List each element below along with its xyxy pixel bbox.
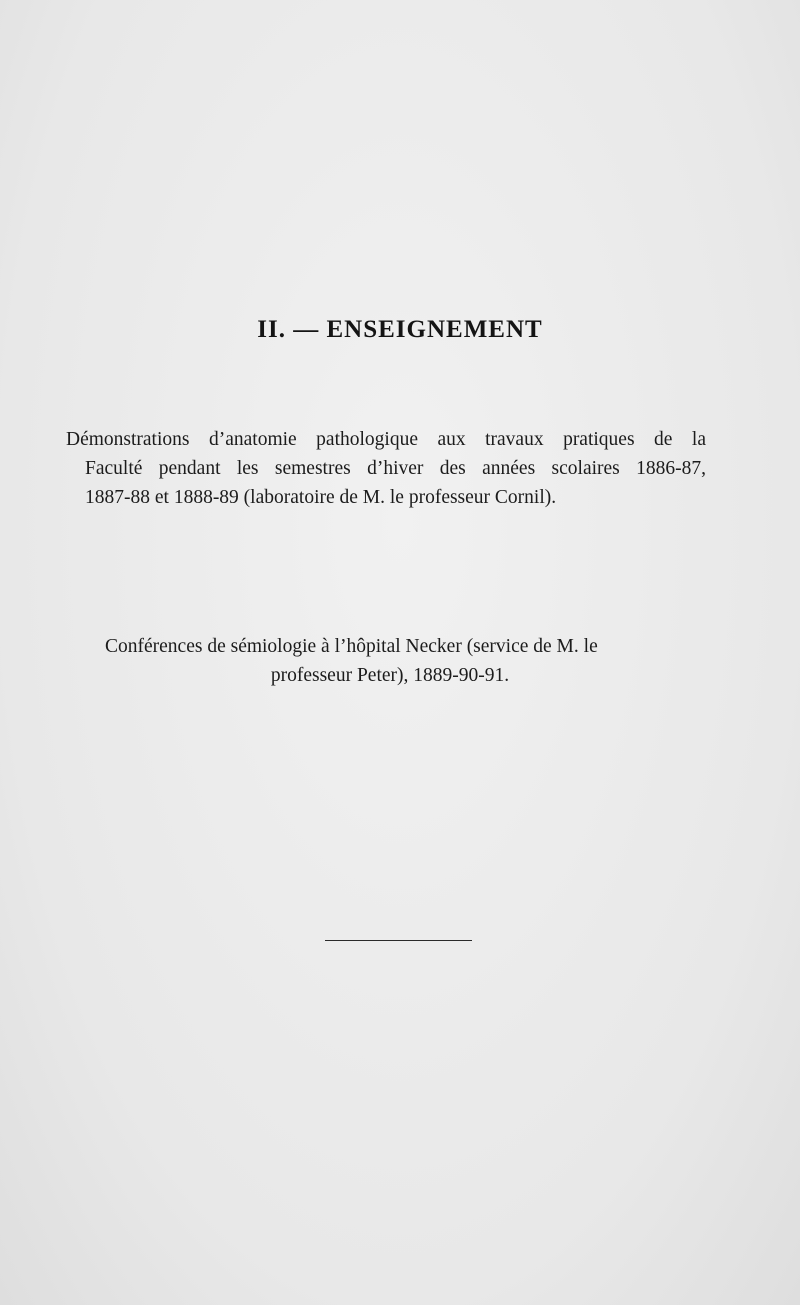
paragraph-line: 1887-88 et 1888-89 (laboratoire de M. le professeur Cornil). — [85, 487, 557, 508]
paragraph-line: Conférences de sémiologie à l’hôpital Necker (service de M. le — [105, 636, 598, 657]
show-through-text — [190, 210, 197, 240]
paragraph-line: Faculté pendant les semestres d’hiver des années scolaires 1886-87, — [85, 458, 706, 479]
teaching-paragraph-semiology — [100, 632, 680, 690]
paragraph-line: professeur Peter), 1889-90-91. — [270, 665, 510, 686]
paragraph-line: Démonstrations d’anatomie pathologique aux travaux pratiques de la — [66, 429, 706, 450]
section-divider — [325, 940, 472, 941]
teaching-paragraph-anatomy — [66, 425, 706, 512]
section-heading: II. — ENSEIGNEMENT — [257, 316, 543, 343]
